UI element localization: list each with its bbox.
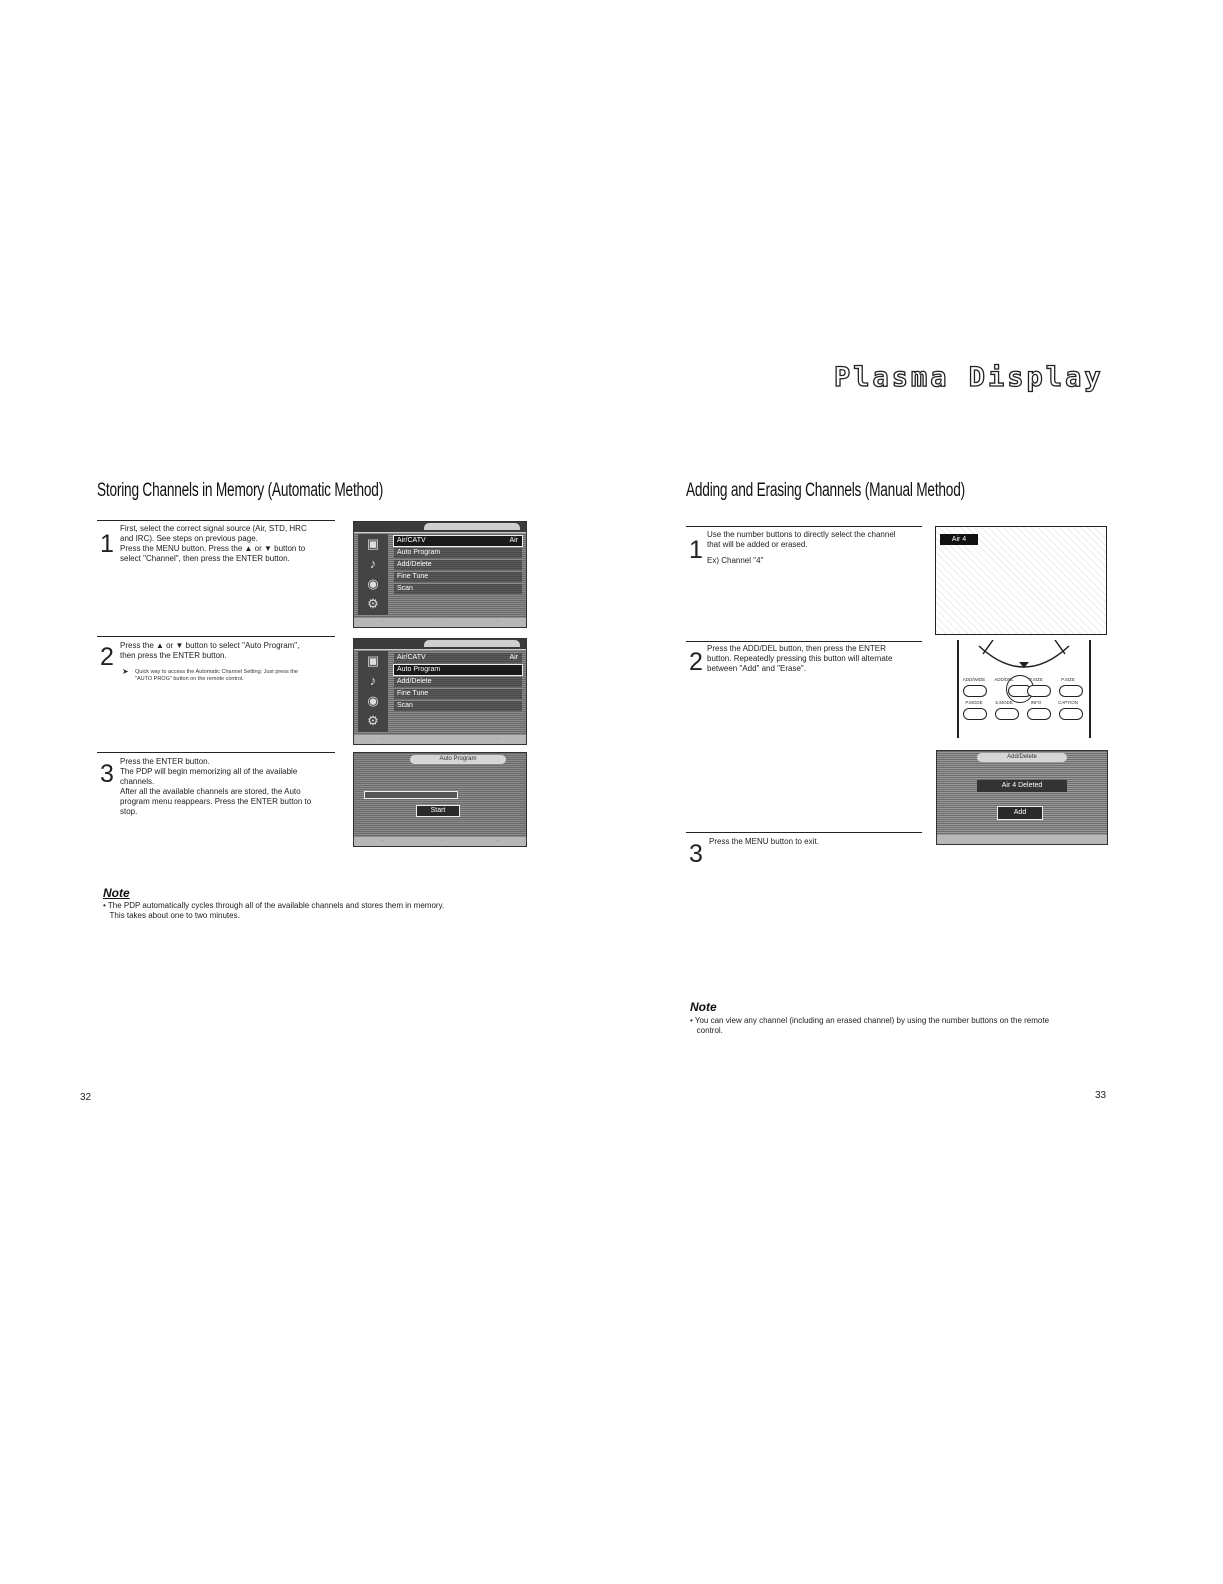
menu-item-add-delete[interactable]: Add/Delete [394,560,522,570]
remote-info-button[interactable] [1027,708,1051,720]
remote-label-info: INFO [1030,700,1042,705]
right-step3-rule [686,832,922,833]
remote-control [957,640,1091,738]
menu-item-auto-program[interactable]: Auto Program [394,548,522,558]
remote-add-wide-button[interactable] [963,685,987,697]
left-step1-rule [97,520,335,521]
auto-program-screen [353,752,527,847]
right-step2-number: 2 [689,648,703,676]
left-step3-rule [97,752,335,753]
remote-label-caption: CAPTION [1057,700,1078,705]
right-step3-number: 3 [689,840,703,868]
menu-hint-bar: · · · [354,618,526,627]
menu-item-scan[interactable]: Scan [394,584,522,594]
tv-channel-screen [935,526,1107,635]
channel-menu-screen-1 [353,521,527,628]
channel-menu-screen-2 [353,638,527,745]
menu-item-auto-program[interactable]: Auto Program [394,665,522,675]
remote-p-mode-button[interactable] [963,708,987,720]
right-note-body: • You can view any channel (including an erased channel) by using the number buttons on the remote control. [690,1016,1050,1035]
menu-hint-bar: · · · [354,735,526,744]
right-step1-rule [686,526,922,527]
left-page-number: 32 [80,1092,92,1103]
channel-icon: ◉ [367,693,379,708]
left-step1-number: 1 [100,530,114,558]
left-step3-number: 3 [100,760,114,788]
left-step2-tip: ➤ Quick way to access the Automatic Channel Setting: Just press the "AUTO PROG" button on the remote control. [122,667,298,682]
right-step2-rule [686,641,922,642]
left-note-title: Note [103,886,130,900]
menu-item-add-delete[interactable]: Add/Delete [394,677,522,687]
menu-hint-bar: · · · [354,837,526,846]
menu-item-fine-tune[interactable]: Fine Tune [394,689,522,699]
menu-icon-column [358,651,388,732]
menu-item-fine-tune[interactable]: Fine Tune [394,572,522,582]
remote-label-s-mode: S.MODE [995,700,1013,705]
picture-icon: ▣ [366,536,380,551]
left-step2-number: 2 [100,643,114,671]
right-step2-text: Press the ADD/DEL button, then press the ENTER button. Repeatedly pressing this button will alternate between "Add" and "Erase". [707,644,893,673]
add-delete-title: Add/Delete [977,753,1067,762]
add-button[interactable]: Add [997,806,1043,820]
auto-program-progress-bar [364,791,458,799]
left-step2-text: Press the ▲ or ▼ button to select "Auto Program", then press the ENTER button. [120,641,300,660]
remote-dpad-icon [959,640,1089,680]
right-note-title: Note [690,1000,717,1014]
remote-label-p-mode: P.MODE [965,700,983,705]
remote-label-p-size-2: P.SIZE [1061,677,1075,682]
channel-tag: Air 4 [940,534,978,545]
left-step2-rule [97,636,335,637]
right-section-title: Adding and Erasing Channels (Manual Method) [686,480,965,501]
sound-icon: ♪ [369,673,377,688]
channel-icon: ◉ [367,576,379,591]
right-step3-text: Press the MENU button to exit. [709,837,819,846]
right-step1-text: Use the number buttons to directly select the channel that will be added or erased. Ex) Channel "4" [707,530,896,565]
left-step1-text: First, select the correct signal source (Air, STD, HRC and IRC). See steps on previous page. Press the MENU button. Press the ▲ or ▼ button to select "Channel", then press the ENTER button. [120,524,307,563]
start-button[interactable]: Start [416,805,460,817]
remote-label-add-wide: ADD/WIDE [962,677,986,682]
brand-title: Plasma Display [834,362,1104,393]
remote-caption-button[interactable] [1059,708,1083,720]
setup-icon: ⚙ [367,713,379,728]
menu-icon-column [358,534,388,615]
left-note-body: • The PDP automatically cycles through all of the available channels and stores them in memory. This takes about one to two minutes. [103,901,445,920]
right-step1-number: 1 [689,536,703,564]
menu-item-scan[interactable]: Scan [394,701,522,711]
tip-arrow-icon: ➤ [122,667,129,676]
sound-icon: ♪ [369,556,377,571]
menu-item-air-catv[interactable]: Air/CATV Air [394,536,522,546]
picture-icon: ▣ [366,653,380,668]
menu-hint-bar [937,835,1107,844]
left-step3-text: Press the ENTER button. The PDP will begin memorizing all of the available channels. After all the available channels are stored, the Auto program menu reappears. Press the ENTER button to stop. [120,757,312,816]
menu-item-air-catv[interactable]: Air/CATV Air [394,653,522,663]
channel-status: Air 4 Deleted [977,780,1067,792]
remote-label-p-size: P.SIZE [1029,677,1043,682]
auto-program-title: Auto Program [410,755,506,764]
right-page-number: 33 [1095,1090,1107,1101]
remote-button-4[interactable] [1059,685,1083,697]
remote-p-size-button[interactable] [1027,685,1051,697]
remote-s-mode-button[interactable] [995,708,1019,720]
setup-icon: ⚙ [367,596,379,611]
left-section-title: Storing Channels in Memory (Automatic Method) [97,480,384,501]
add-delete-screen [936,750,1108,845]
remote-label-add-del: ADD/DEL [994,677,1014,682]
